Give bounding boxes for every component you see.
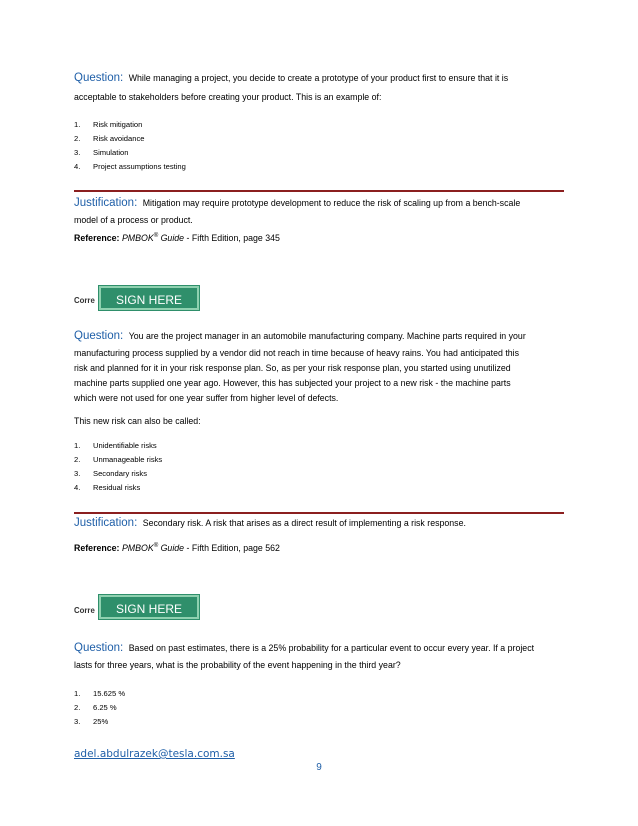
question-2-line-3: risk and planned for it in your risk response plan. So, as per your risk response plan, you started using unutilized	[74, 363, 511, 373]
question-label: Question:	[74, 72, 124, 84]
question-label: Question:	[74, 642, 124, 654]
option-number: 4.	[74, 483, 81, 492]
option-text: Project assumptions testing	[93, 162, 186, 171]
question-label: Question:	[74, 330, 124, 342]
reference-edition: - Fifth Edition, page 345	[184, 233, 280, 243]
reference-label: Reference:	[74, 543, 120, 553]
option-number: 2.	[74, 134, 81, 143]
question-2-line-5: which were not used for one year suffer from higher level of defects.	[74, 393, 339, 403]
option-number: 2.	[74, 703, 81, 712]
divider-rule	[74, 512, 564, 514]
question-2-line-6: This new risk can also be called:	[74, 416, 201, 426]
justification-text: Mitigation may require prototype development to reduce the risk of scaling up from a bench-scale	[142, 198, 521, 208]
reference-book: PMBOK® Guide	[121, 543, 185, 553]
option-number: 1.	[74, 120, 81, 129]
question-text: While managing a project, you decide to create a prototype of your product first to ensure that it is	[128, 73, 509, 83]
option-text: Unmanageable risks	[93, 455, 163, 464]
question-2-line-4: machine parts supplied one year ago. However, this has subjected your project to a new risk - the machine parts	[74, 378, 511, 388]
sign-here-button[interactable]: SIGN HERE	[99, 595, 199, 619]
option-number: 2.	[74, 455, 81, 464]
question-text: You are the project manager in an automobile manufacturing company. Machine parts required in your	[128, 331, 526, 341]
page-number: 9	[316, 762, 322, 773]
option-text: 6.25 %	[93, 703, 117, 712]
reference-1	[74, 233, 280, 243]
option-number: 3.	[74, 469, 81, 478]
footer-email-link[interactable]: adel.abdulrazek@tesla.com.sa	[74, 748, 235, 760]
reference-2	[74, 543, 280, 553]
reference-edition: - Fifth Edition, page 562	[184, 543, 280, 553]
question-1	[74, 70, 574, 106]
divider-rule	[74, 190, 564, 192]
option-number: 4.	[74, 162, 81, 171]
question-text: Based on past estimates, there is a 25% probability for a particular event to occur every year. If a project	[128, 643, 535, 653]
sign-here-button[interactable]: SIGN HERE	[99, 286, 199, 310]
correct-answer-label: Corre	[74, 296, 95, 305]
option-number: 1.	[74, 441, 81, 450]
option-text: Unidentifiable risks	[93, 441, 157, 450]
question-2	[74, 328, 574, 430]
option-text: 15.625 %	[93, 689, 126, 698]
justification-line-2: model of a process or product.	[74, 215, 193, 225]
correct-answer-label: Corre	[74, 606, 95, 615]
justification-label: Justification:	[74, 517, 138, 529]
option-text: 25%	[93, 717, 109, 726]
option-text: Residual risks	[93, 483, 141, 492]
option-text: Risk avoidance	[93, 134, 145, 143]
question-1-line-1	[74, 70, 574, 87]
justification-1	[74, 195, 574, 229]
justification-label: Justification:	[74, 197, 138, 209]
option-number: 3.	[74, 717, 81, 726]
justification-2	[74, 515, 574, 532]
reference-book: PMBOK® Guide	[121, 233, 185, 243]
question-3	[74, 640, 574, 674]
option-number: 3.	[74, 148, 81, 157]
justification-text: Secondary risk. A risk that arises as a direct result of implementing a risk response.	[142, 518, 466, 528]
question-1-line-2: acceptable to stakeholders before creating your product. This is an example of:	[74, 92, 382, 102]
option-text: Risk mitigation	[93, 120, 143, 129]
option-text: Simulation	[93, 148, 129, 157]
option-text: Secondary risks	[93, 469, 148, 478]
option-number: 1.	[74, 689, 81, 698]
question-3-line-2: lasts for three years, what is the probability of the event happening in the third year?	[74, 660, 401, 670]
reference-label: Reference:	[74, 233, 120, 243]
question-2-line-2: manufacturing process supplied by a vendor did not reach in time because of heavy rains. You had anticipated this	[74, 348, 520, 358]
